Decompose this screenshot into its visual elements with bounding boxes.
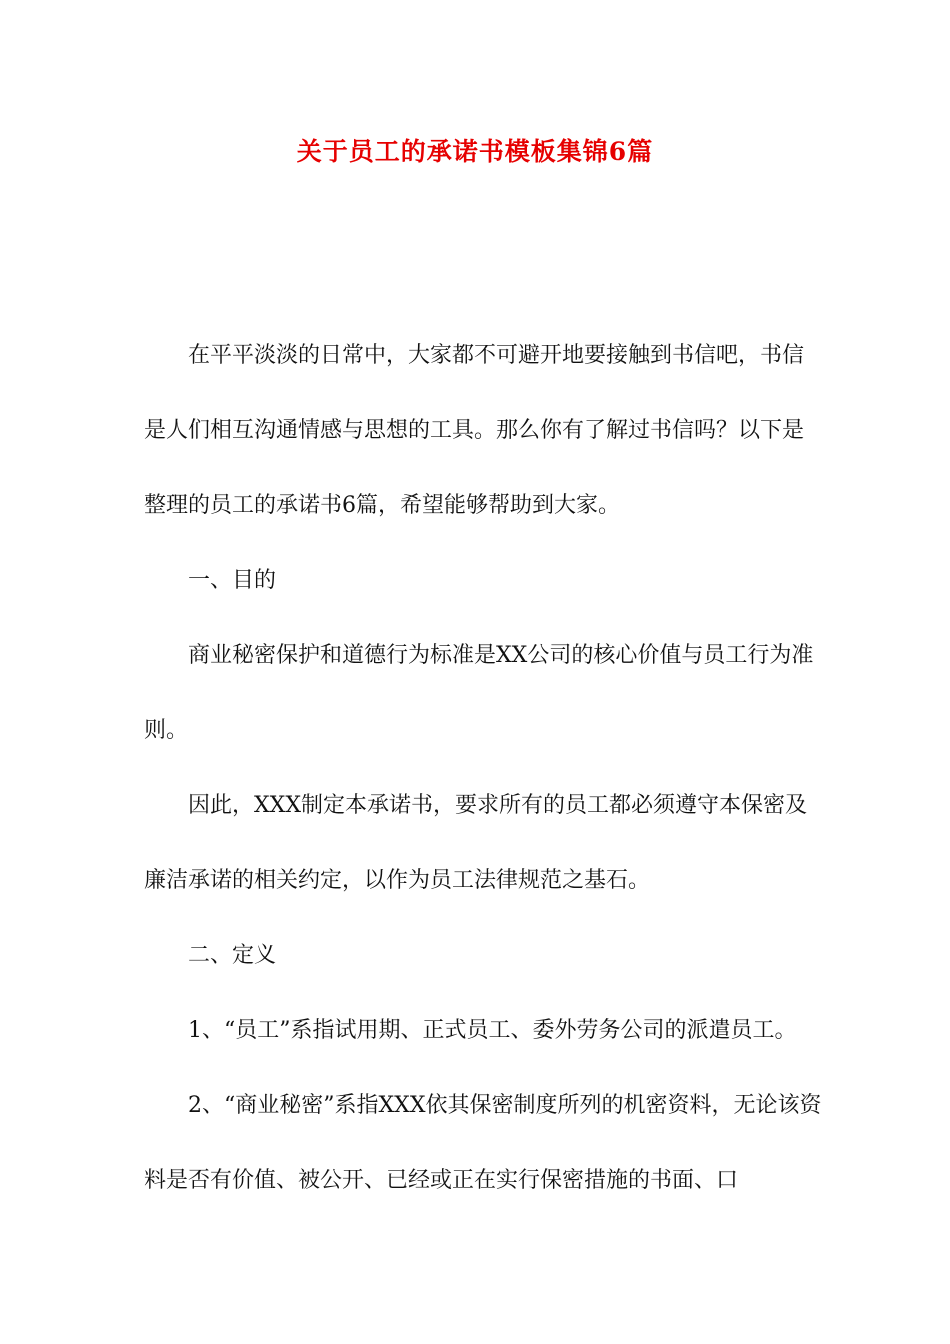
- document-body: [144, 318, 824, 1218]
- definition-item-2: 2、“商业秘密”系指XXX依其保密制度所列的机密资料，无论该资料是否有价值、被公开、已经或正在实行保密措施的书面、口: [144, 1093, 822, 1193]
- section-heading-purpose: 一、目的: [188, 568, 277, 593]
- document-title: 关于员工的承诺书模板集锦6篇: [296, 137, 654, 166]
- section-heading-definition: 二、定义: [188, 943, 277, 968]
- definition-item-1: 1、“员工”系指试用期、正式员工、委外劳务公司的派遣员工。: [188, 1018, 797, 1043]
- purpose-paragraph: 商业秘密保护和道德行为标准是XX公司的核心价值与员工行为准则。: [144, 643, 814, 743]
- intro-paragraph: 在平平淡淡的日常中，大家都不可避开地要接触到书信吧，书信是人们相互沟通情感与思想的工具。那么你有了解过书信吗？以下是整理的员工的承诺书6篇，希望能够帮助到大家。: [144, 343, 805, 518]
- reason-paragraph: 因此，XXX制定本承诺书，要求所有的员工都必须遵守本保密及廉洁承诺的相关约定，以作为员工法律规范之基石。: [144, 793, 807, 893]
